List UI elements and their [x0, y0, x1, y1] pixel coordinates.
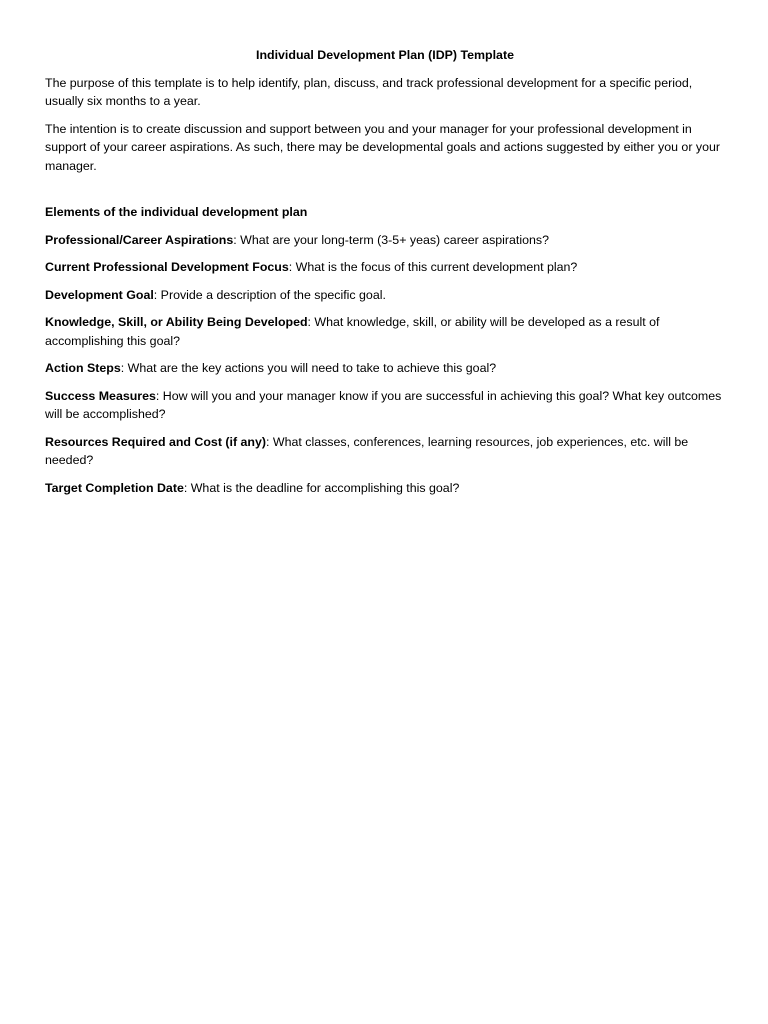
element-term: Target Completion Date	[45, 480, 184, 495]
element-term: Success Measures	[45, 388, 156, 403]
element-description: : What knowledge, skill, or ability will be developed as a result of accomplishing this goal?	[45, 315, 660, 348]
element-resources-cost	[45, 433, 725, 470]
element-success-measures	[45, 387, 725, 424]
element-description: : What are your long-term (3-5+ yeas) career aspirations?	[233, 232, 549, 247]
element-description: : What is the focus of this current development plan?	[288, 260, 578, 274]
element-term: Current Professional Development Focus	[45, 260, 289, 274]
element-description: : Provide a description of the specific goal.	[153, 287, 386, 302]
element-knowledge-skill-ability	[45, 313, 725, 350]
element-term: Knowledge, Skill, or Ability Being Developed	[45, 315, 308, 329]
element-development-goal	[45, 286, 725, 305]
section-spacer	[45, 184, 725, 203]
element-target-completion-date	[45, 479, 725, 498]
element-description: : How will you and your manager know if you are successful in achieving this goal? What key outcomes will be accomplished?	[45, 388, 722, 421]
element-description: : What are the key actions you will need to take to achieve this goal?	[120, 361, 497, 375]
document-page	[45, 46, 725, 506]
intro-paragraph-purpose: The purpose of this template is to help identify, plan, discuss, and track professional development for a specific period, usually six months to a year.	[45, 75, 693, 108]
element-term: Resources Required and Cost (if any)	[45, 434, 267, 449]
section-heading: Elements of the individual development plan	[45, 205, 308, 219]
element-development-focus	[45, 258, 725, 277]
element-term: Professional/Career Aspirations	[45, 232, 234, 247]
element-term: Development Goal	[45, 287, 154, 302]
document-title: Individual Development Plan (IDP) Template	[256, 48, 514, 62]
element-career-aspirations	[45, 231, 725, 250]
element-term: Action Steps	[45, 361, 121, 375]
intro-paragraph-intention: The intention is to create discussion and support between you and your manager for your professional development in support of your career aspirations. As such, there may be developmental goals and actions suggested by either you or your manager.	[45, 121, 720, 173]
element-action-steps	[45, 359, 725, 378]
element-description: : What classes, conferences, learning resources, job experiences, etc. will be needed?	[45, 434, 689, 467]
element-description: : What is the deadline for accomplishing this goal?	[183, 480, 460, 495]
